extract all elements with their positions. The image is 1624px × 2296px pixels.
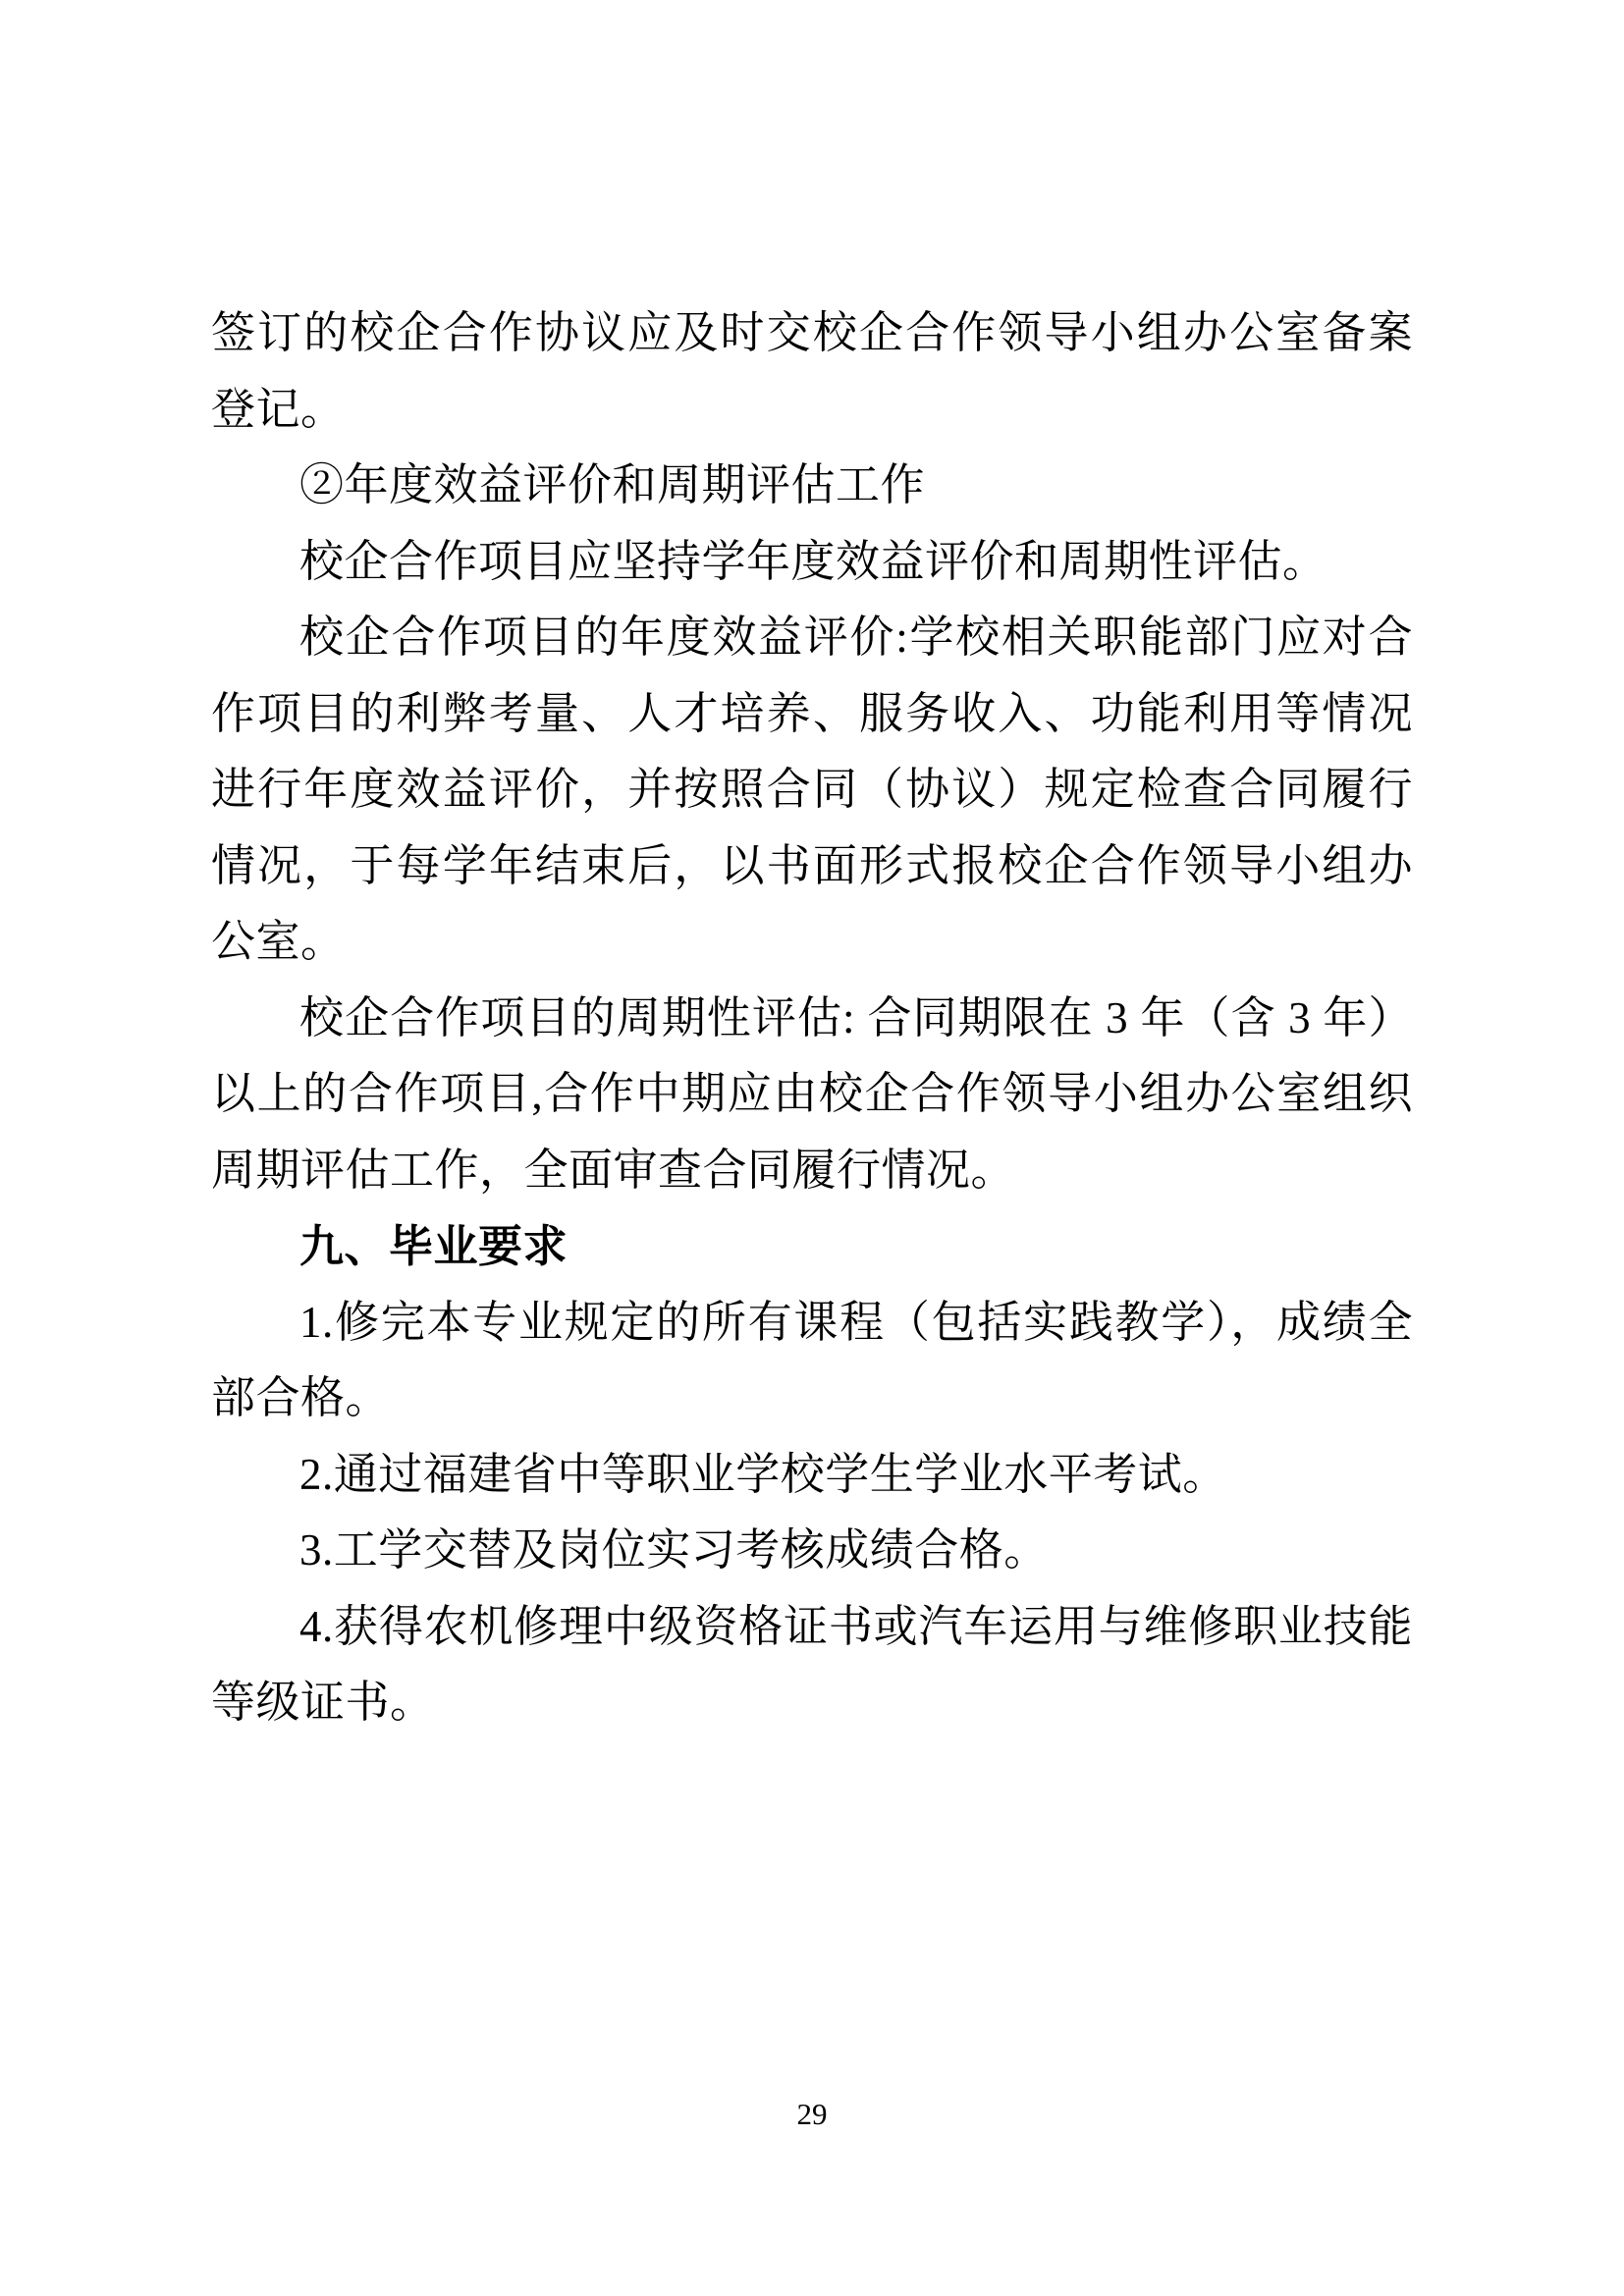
paragraph-periodic-evaluation-detail: 校企合作项目的周期性评估: 合同期限在 3 年（含 3 年）以上的合作项目,合作中期应由校企合作领导小组办公室组织周期评估工作，全面审查合同履行情况。: [211, 992, 1413, 1195]
paragraph-requirement-3: 3.工学交替及岗位实习考核成绩合格。: [299, 1525, 1049, 1575]
paragraph-annual-evaluation-detail: 校企合作项目的年度效益评价:学校相关职能部门应对合作项目的利弊考量、人才培养、服务收入、功能利用等情况进行年度效益评价，并按照合同（协议）规定检查合同履行情况，于每学年结束后，以书面形式报校企合作领导小组办公室。: [211, 613, 1413, 966]
paragraph-requirement-4: 4.获得农机修理中级资格证书或汽车运用与维修职业技能等级证书。: [211, 1601, 1413, 1727]
paragraph-annual-evaluation-intro: 校企合作项目应坚持学年度效益评价和周期性评估。: [299, 536, 1327, 586]
page-number: 29: [796, 2097, 828, 2131]
paragraph-item-circled-2: ②年度效益评价和周期评估工作: [299, 460, 926, 509]
document-body: [211, 295, 1413, 1741]
section-heading-graduation-requirements: 九、毕业要求: [299, 1221, 568, 1271]
paragraph-requirement-1: 1.修完本专业规定的所有课程（包括实践教学），成绩全部合格。: [211, 1297, 1413, 1422]
paragraph-requirement-2: 2.通过福建省中等职业学校学生学业水平考试。: [299, 1449, 1227, 1499]
paragraph-continuation: 签订的校企合作协议应及时交校企合作领导小组办公室备案登记。: [211, 308, 1413, 434]
